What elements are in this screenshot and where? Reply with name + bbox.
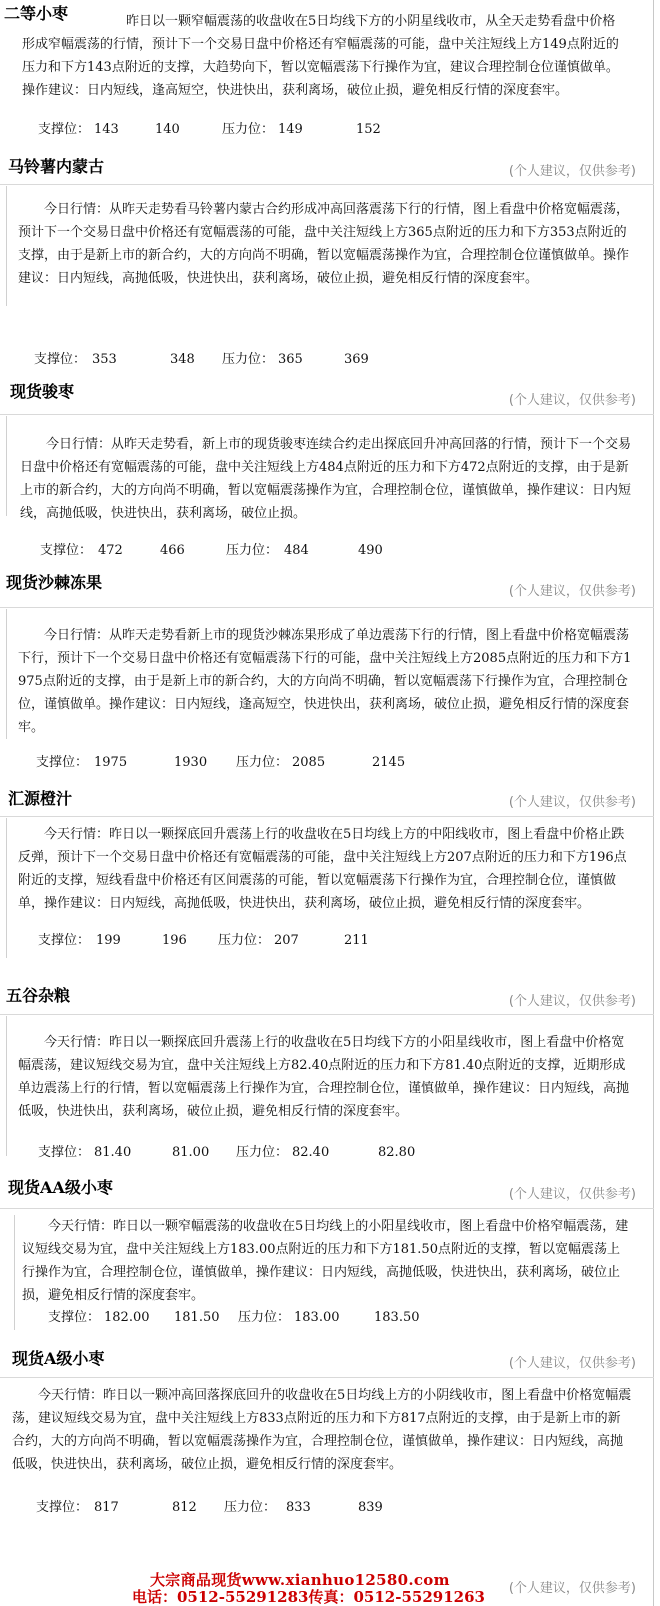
support-label: 支撑位： (40, 543, 93, 558)
section-title: 汇源橙汁 (8, 789, 73, 808)
support-1: 143 (94, 122, 119, 137)
section-left-border (6, 416, 7, 516)
section-analysis: 今日行情：从昨天走势看，新上市的现货骏枣连续合约走出探底回升冲高回落的行情，预计下一个交易日盘中价格还有宽幅震荡的可能，盘中关注短线上方484点附近的压力和下方472点附近的支撑，由于是新上市的新合约，大的方向尚不明确，暂以宽幅震荡操作为宜，合理控制仓位，谨慎做单，操作建议：日内短线，高抛低吸，快进快出，获利离场，破位止损。 (20, 437, 632, 521)
support-label: 支撑位： (36, 1500, 89, 1515)
section-analysis: 今天行情：昨日以一颗冲高回落探底回升的收盘收在5日均线上方的小阴线收市，图上看盘中价格宽幅震荡，建议短线交易为宜，盘中关注短线上方833点附近的压力和下方817点附近的支撑，由于是新上市的新合约，大的方向尚不明确，暂以宽幅震荡操作为宜，合理控制仓位，谨慎做单，操作建议：日内短线，高抛低吸，快进快出，获利离场，破位止损，避免相反行情的深度套牢。 (12, 1388, 632, 1472)
section-analysis: 昨日以一颗窄幅震荡的收盘收在5日均线下方的小阴星线收市，从全天走势看盘中价格形成窄幅震荡的行情，预计下一个交易日盘中价格还有窄幅震荡的可能，盘中关注短线上方149点附近的压力和下方143点附近的支撑，大趋势向下，暂以宽幅震荡下行操作为宜，建议合理控制仓位谨慎做单。操作建议：日内短线，逢高短空，快进快出，获利离场，破位止损，避免相反行情的深度套牢。 (22, 14, 619, 98)
footer-phone-fax: 电话：0512-55291283传真：0512-55291263 (132, 1588, 485, 1606)
support-1: 81.40 (94, 1145, 132, 1160)
pressure-2: 183.50 (374, 1310, 420, 1325)
support-2: 181.50 (174, 1310, 220, 1325)
section-divider (0, 1377, 654, 1378)
section-a-xiaozao (0, 1345, 654, 1570)
section-title: 现货骏枣 (10, 382, 75, 401)
section-orange-juice (0, 780, 654, 980)
pressure-label: 压力位： (224, 1500, 277, 1515)
footer-website: 大宗商品现货www.xianhuo12580.com (150, 1571, 450, 1589)
support-2: 196 (162, 933, 187, 948)
support-2: 466 (160, 543, 185, 558)
section-divider (0, 816, 654, 817)
support-label: 支撑位： (38, 1145, 91, 1160)
section-analysis: 今天行情：昨日以一颗探底回升震荡上行的收盘收在5日均线下方的小阳星线收市，图上看盘中价格宽幅震荡，建议短线交易为宜，盘中关注短线上方82.40点附近的压力和下方81.40点附近的支撑，近期形成单边震荡上行的行情，暂以宽幅震荡上行操作为宜，合理控制仓位，谨慎做单，操作建议：日内短线，高抛低吸，快进快出，获利离场，破位止损，避免相反行情的深度套牢。 (18, 1035, 630, 1119)
support-label: 支撑位： (34, 352, 87, 367)
section-analysis: 今日行情：从昨天走势看新上市的现货沙棘冻果形成了单边震荡下行的行情，图上看盘中价格宽幅震荡下行，预计下一个交易日盘中价格还有宽幅震荡下行的可能，盘中关注短线上方2085点附近的压力和下方1975点附近的支撑，由于是新上市的新合约，大的方向尚不明确，暂以宽幅震荡下行操作为宜，合理控制仓位，谨慎做单。操作建议：日内短线，逢高短空，快进快出，获利离场，破位止损，避免相反行情的深度套牢。 (18, 628, 632, 735)
pressure-2: 152 (356, 122, 381, 137)
support-label: 支撑位： (38, 933, 91, 948)
support-label: 支撑位： (36, 755, 89, 770)
support-2: 1930 (174, 755, 208, 770)
disclaimer: (个人建议，仅供参考) (508, 1187, 636, 1202)
section-title: 现货沙棘冻果 (6, 573, 103, 592)
section-title: 五谷杂粮 (6, 986, 71, 1005)
section-seabuckthorn (0, 570, 654, 780)
pressure-label: 压力位： (236, 755, 289, 770)
section-divider (0, 414, 654, 415)
section-divider (0, 1208, 654, 1209)
section-grains (0, 980, 654, 1175)
pressure-2: 839 (358, 1500, 383, 1515)
section-left-border (14, 1215, 15, 1330)
support-1: 472 (98, 543, 123, 558)
section-aa-xiaozao (0, 1175, 654, 1345)
section-divider (0, 1014, 654, 1015)
pressure-1: 149 (278, 122, 303, 137)
pressure-2: 82.80 (378, 1145, 416, 1160)
section-title: 二等小枣 (4, 4, 69, 23)
pressure-2: 369 (344, 352, 369, 367)
support-2: 348 (170, 352, 195, 367)
section-left-border (6, 1016, 7, 1156)
disclaimer: (个人建议，仅供参考) (508, 1581, 636, 1596)
pressure-label: 压力位： (218, 933, 271, 948)
section-analysis: 今天行情：昨日以一颗探底回升震荡上行的收盘收在5日均线上方的中阳线收市，图上看盘中价格止跌反弹，预计下一个交易日盘中价格还有宽幅震荡的可能，盘中关注短线上方207点附近的压力和下方196点附近的支撑，短线看盘中价格还有区间震荡的可能，暂以宽幅震荡下行操作为宜，合理控制仓位，谨慎做单，操作建议：日内短线，高抛低吸，快进快出，获利离场，破位止损，避免相反行情的深度套牢。 (18, 827, 627, 911)
pressure-1: 833 (286, 1500, 311, 1515)
pressure-1: 2085 (292, 755, 326, 770)
disclaimer: (个人建议，仅供参考) (508, 1356, 636, 1371)
disclaimer: (个人建议，仅供参考) (508, 584, 636, 599)
section-title: 现货AA级小枣 (8, 1178, 113, 1197)
support-1: 817 (94, 1500, 119, 1515)
pressure-2: 211 (344, 933, 369, 948)
disclaimer: (个人建议，仅供参考) (508, 393, 636, 408)
section-junzao (0, 380, 654, 570)
footer-contact-banner (0, 1572, 654, 1606)
section-potato-inner-mongolia (0, 150, 654, 380)
disclaimer: (个人建议，仅供参考) (508, 164, 636, 179)
pressure-1: 82.40 (292, 1145, 330, 1160)
section-title: 马铃薯内蒙古 (8, 157, 105, 176)
support-label: 支撑位： (48, 1310, 101, 1325)
section-analysis: 今日行情：从昨天走势看马铃薯内蒙古合约形成冲高回落震荡下行的行情，图上看盘中价格宽幅震荡，预计下一个交易日盘中价格还有宽幅震荡的可能，盘中关注短线上方365点附近的压力和下方353点附近的支撑，由于是新上市的新合约，大的方向尚不明确，暂以宽幅震荡操作为宜，合理控制仓位谨慎做单。操作建议：日内短线，高抛低吸，快进快出，获利离场，破位止损，避免相反行情的深度套牢。 (18, 202, 630, 286)
section-divider (0, 184, 654, 185)
pressure-1: 484 (284, 543, 309, 558)
section-left-border (6, 609, 7, 739)
support-1: 353 (92, 352, 117, 367)
pressure-1: 183.00 (294, 1310, 340, 1325)
pressure-label: 压力位： (236, 1145, 289, 1160)
pressure-1: 207 (274, 933, 299, 948)
support-1: 182.00 (104, 1310, 150, 1325)
pressure-label: 压力位： (222, 352, 275, 367)
section-divider (0, 607, 654, 608)
section-analysis: 今天行情：昨日以一颗窄幅震荡的收盘收在5日均线上的小阳星线收市，图上看盘中价格窄幅震荡，建议短线交易为宜，盘中关注短线上方183.00点附近的压力和下方181.50点附近的支撑，暂以宽幅震荡上行操作为宜，合理控制仓位，谨慎做单，操作建议：日内短线，高抛低吸，快进快出，获利离场，破位止损，避免相反行情的深度套牢。 (22, 1219, 629, 1303)
pressure-label: 压力位： (226, 543, 279, 558)
pressure-2: 490 (358, 543, 383, 558)
disclaimer: (个人建议，仅供参考) (508, 994, 636, 1009)
support-2: 81.00 (172, 1145, 210, 1160)
disclaimer: (个人建议，仅供参考) (508, 795, 636, 810)
support-label: 支撑位： (38, 122, 91, 137)
support-1: 199 (96, 933, 121, 948)
pressure-2: 2145 (372, 755, 406, 770)
section-title: 现货A级小枣 (12, 1349, 105, 1368)
pressure-label: 压力位： (222, 122, 275, 137)
support-1: 1975 (94, 755, 128, 770)
pressure-label: 压力位： (238, 1310, 291, 1325)
section-left-border (6, 186, 7, 306)
section-left-border (6, 818, 7, 958)
section-erdeng-xiaozao (0, 0, 654, 150)
pressure-1: 365 (278, 352, 303, 367)
support-2: 812 (172, 1500, 197, 1515)
support-2: 140 (155, 122, 180, 137)
